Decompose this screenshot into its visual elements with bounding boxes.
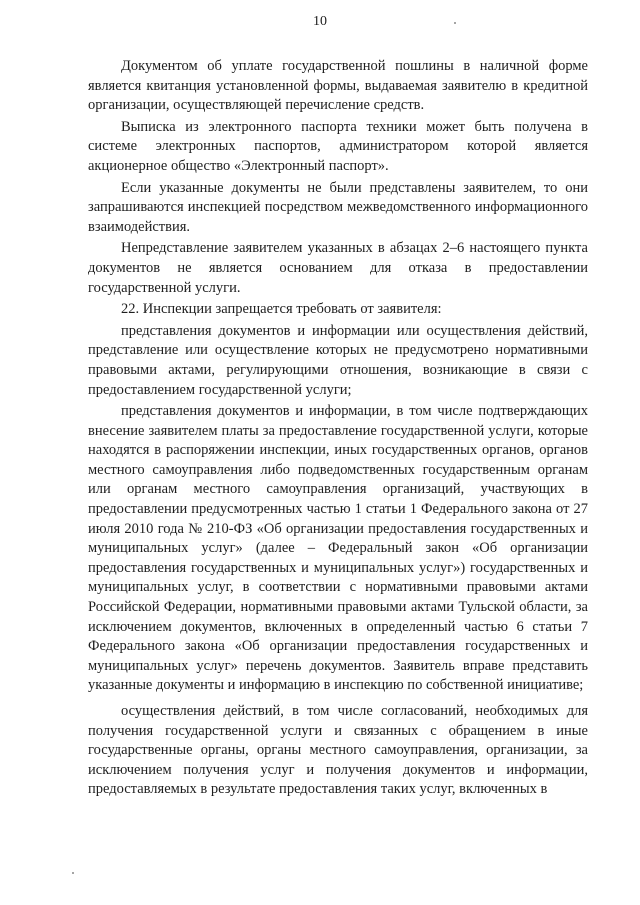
scan-speck xyxy=(454,22,456,24)
scan-speck xyxy=(72,872,74,874)
document-body xyxy=(88,57,588,800)
paragraph-prohibition-2: представления документов и информации, в том числе подтверждающих внесение заявителем платы за предоставление государственной услуги, которые находятся в распоряжении инспекции, иных государственных органов, органов местного самоуправления либо подведомственных государственным органам или органам местного самоуправления организаций, участвующих в предоставлении предусмотренных частью 1 статьи 1 Федерального закона от 27 июля 2010 года № 210-ФЗ «Об организации предоставления государственных и муниципальных услуг» (далее – Федеральный закон «Об организации предоставления государственных и муниципальных услуг») государственных и муниципальных услуг, в соответствии с нормативными правовыми актами Российской Федерации, нормативными правовыми актами Тульской области, за исключением документов, включенных в определенный частью 6 статьи 7 Федерального закона «Об организации предоставления государственных и муниципальных услуг» перечень документов. Заявитель вправе представить указанные документы и информацию в инспекцию по собственной инициативе; xyxy=(88,403,588,694)
paragraph-prohibition-3: осуществления действий, в том числе согласований, необходимых для получения государственной услуги и связанных с обращением в иные государственные органы, органы местного самоуправления, организации, за исключением получения услуг и получения документов и информации, предоставляемых в результате предоставления таких услуг, включенных в xyxy=(88,703,588,798)
paragraph-prohibition-1: представления документов и информации или осуществления действий, представление или осуществление которых не предусмотрено нормативными правовыми актами, регулирующими отношения, возникающие в связи с предоставлением государственной услуги; xyxy=(88,322,588,398)
paragraph-item-22: 22. Инспекции запрещается требовать от заявителя: xyxy=(121,301,442,318)
paragraph-non-submission: Непредставление заявителем указанных в абзацах 2–6 настоящего пункта документов не является основанием для отказа в предоставлении государственной услуги. xyxy=(88,240,588,296)
paragraph-payment-document: Документом об уплате государственной пошлины в наличной форме является квитанция установленной формы, выдаваемая заявителю в кредитной организации, осуществляющей перечисление средств. xyxy=(88,58,588,114)
page-number: 10 xyxy=(313,14,327,29)
paragraph-interagency-request: Если указанные документы не были представлены заявителем, то они запрашиваются инспекцией посредством межведомственного информационного взаимодействия. xyxy=(88,179,588,235)
paragraph-electronic-passport: Выписка из электронного паспорта техники может быть получена в системе электронных паспортов, администратором которой является акционерное общество «Электронный паспорт». xyxy=(88,118,588,174)
